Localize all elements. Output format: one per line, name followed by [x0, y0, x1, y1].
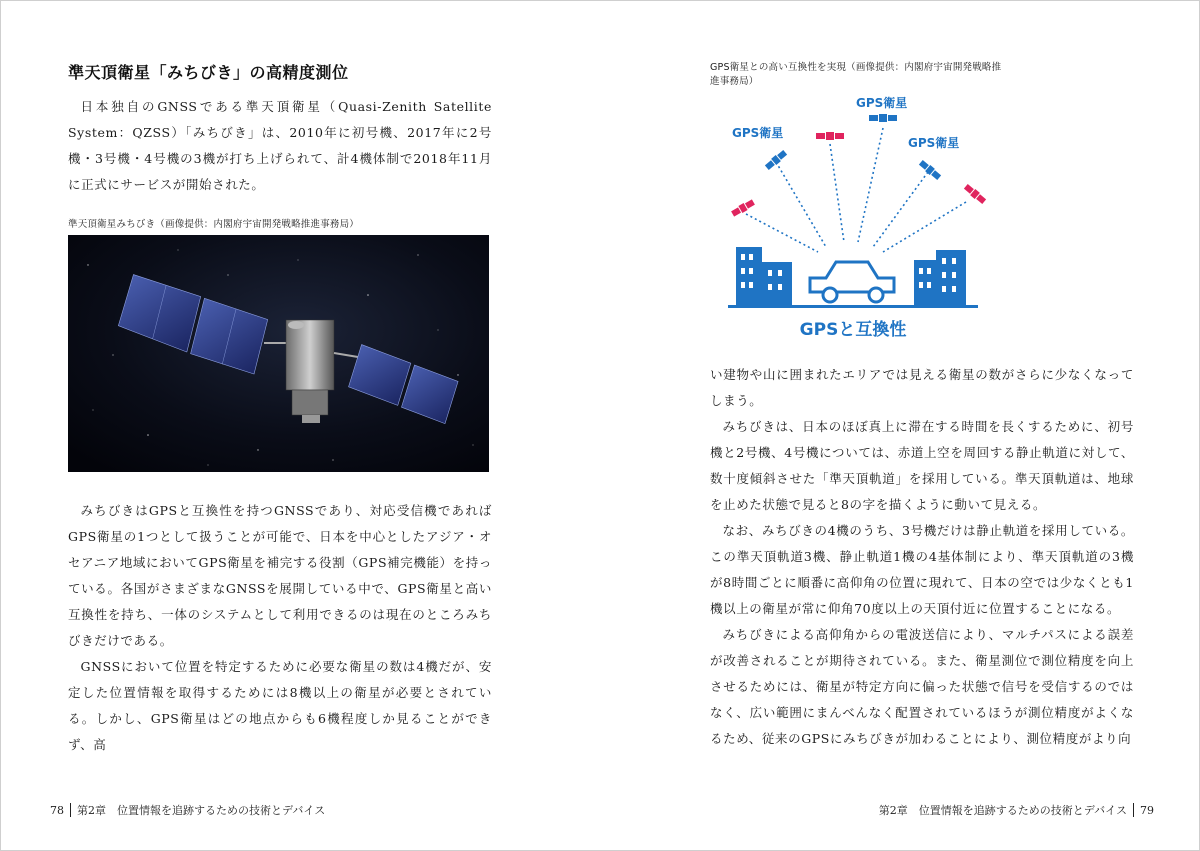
- page-number: 78: [50, 804, 64, 817]
- gps-satellite-icon: [918, 159, 942, 181]
- right-main-text: [710, 362, 1134, 752]
- ground-line: [728, 305, 978, 308]
- signal-line: [858, 128, 883, 242]
- signal-line: [883, 202, 966, 252]
- chapter-title: 第2章 位置情報を追跡するための技術とデバイス: [77, 804, 326, 817]
- paragraph: GNSSにおいて位置を特定するために必要な衛星の数は4機だが、安定した位置情報を取得するためには8機以上の衛星が必要とされている。しかし、GPS衛星はどの地点からも6機程度しか見ることができず、高: [68, 659, 492, 752]
- gps-label-top: GPS衛星: [856, 96, 908, 110]
- chapter-title: 第2章 位置情報を追跡するための技術とデバイス: [878, 804, 1127, 817]
- paragraph: 日本独自のGNSSである準天頂衛星（Quasi-Zenith Satellite System：QZSS）「みちびき」は、2010年に初号機、2017年に2号機・3号機・4号機の3機が打ち上げられて、計4機体制で2018年11月に正式にサービスが開始された。: [68, 99, 492, 192]
- gps-satellite-icon: [764, 149, 788, 171]
- diagram-caption: GPS衛星との高い互換性を実現（画像提供：内閣府宇宙開発戦略推進事務局）: [710, 62, 1002, 87]
- intro-text: [68, 94, 492, 198]
- paragraph: なお、みちびきの4機のうち、3号機だけは静止軌道を採用している。この準天頂軌道3機、静止軌道1機の4基体制により、準天頂軌道の3機が8時間ごとに順番に高仰角の位置に現れて、日本の空では少なくとも1機以上の衛星が常に仰角70度以上の天頂付近に位置することになる。: [710, 523, 1134, 616]
- gps-satellite-icon: [869, 114, 897, 122]
- page-footer: [879, 802, 1154, 818]
- qzss-satellite-icon: [963, 183, 987, 205]
- buildings-right-icon: [914, 250, 966, 305]
- buildings-left-icon: [736, 247, 792, 305]
- compatibility-label: GPSと互換性: [799, 320, 907, 340]
- gps-label-left: GPS衛星: [732, 126, 784, 140]
- footer-divider: [1133, 803, 1134, 817]
- signal-line: [746, 214, 818, 252]
- gps-label-right: GPS衛星: [908, 136, 960, 150]
- paragraph: みちびきによる高仰角からの電波送信により、マルチパスによる誤差が改善されることが期待されている。また、衛星測位で測位精度を向上させるためには、衛星が特定方向に偏った状態で信号を受信するのではなく、広い範囲にまんべんなく配置されているほうが測位精度がよくなるため、従来のGPSにみちびきが加わることにより、測位精度がより向: [710, 627, 1134, 746]
- photo-caption: 準天頂衛星みちびき（画像提供：内閣府宇宙開発戦略推進事務局）: [68, 219, 360, 230]
- signal-line: [873, 172, 928, 247]
- page-number: 79: [1140, 804, 1154, 817]
- car-icon: [810, 262, 894, 302]
- qzss-satellite-icon: [731, 199, 756, 218]
- section-heading: 準天頂衛星「みちびき」の高精度測位: [68, 63, 349, 82]
- satellite-photo: [68, 235, 489, 472]
- main-text: [68, 498, 492, 758]
- signal-line: [776, 162, 826, 247]
- footer-divider: [70, 803, 71, 817]
- page-footer: [50, 802, 325, 818]
- qzss-satellite-icon: [816, 132, 844, 140]
- paragraph: みちびきはGPSと互換性を持つGNSSであり、対応受信機であればGPS衛星の1つとして扱うことが可能で、日本を中心としたアジア・オセアニア地域においてGPS衛星を補完する役割（GPS補完機能）を持っている。各国がさまざまなGNSSを展開している中で、GPS衛星と高い互換性を持ち、一体のシステムとして利用できるのは現在のところみちびきだけである。: [68, 503, 492, 648]
- signal-line: [830, 144, 844, 242]
- gps-compatibility-diagram: [718, 92, 988, 342]
- paragraph: い建物や山に囲まれたエリアでは見える衛星の数がさらに少なくなってしまう。: [710, 367, 1134, 408]
- paragraph: みちびきは、日本のほぼ真上に滞在する時間を長くするために、初号機と2号機、4号機については、赤道上空を周回する静止軌道に対して、数十度傾斜させた「準天頂軌道」を採用している。準天頂軌道は、地球を止めた状態で見ると8の字を描くように動いて見える。: [710, 419, 1134, 512]
